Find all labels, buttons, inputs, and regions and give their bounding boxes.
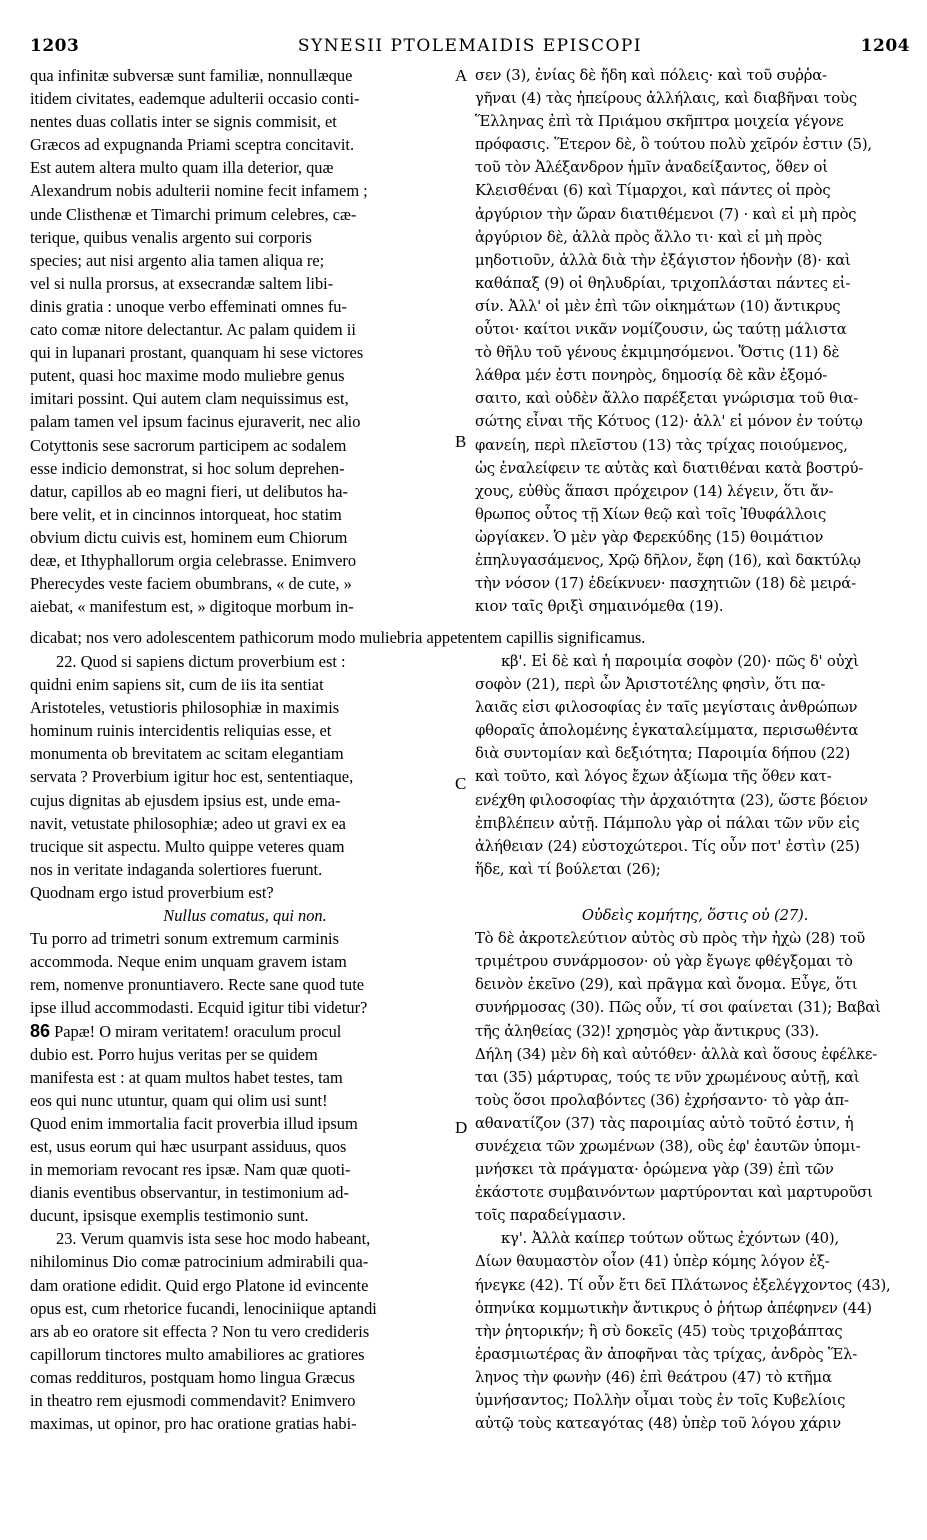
text-line: qui in lupanari prostant, quanquam hi sese victores [30, 343, 364, 363]
latin-column-bottom [30, 650, 460, 1435]
text-line: Οὐδεὶς κομήτης, ὅστις οὐ (27). [581, 907, 809, 925]
text-line: ἐπιβλέπειν αὐτῇ. Πάμπολυ γὰρ οἱ πάλαι τῶν νῦν εἰς [475, 814, 860, 832]
text-line: bere velit, et in cincinnos intorqueat, hoc statim [30, 504, 342, 524]
text-line: aiebat, « manifestum est, » digitoque morbum in- [30, 597, 354, 617]
text-line: μνήσκει τὰ πράγματα· ὁρώμενα γὰρ (39) ἐπὶ τῶν [475, 1161, 834, 1179]
text-line: ἑκάστοτε συμβαινόντων μαρτύρονται καὶ μαρτυροῦσι [475, 1184, 873, 1202]
text-line: Est autem altera multo quam illa deterior, quæ [30, 158, 334, 178]
text-line: Quod enim immortalia facit proverbia illud ipsum [30, 1113, 358, 1133]
text-line: ὡς ἐναλείφειν τε αὐτὰς καὶ διατιθέναι κατὰ βοστρύ- [475, 459, 864, 477]
text-line: τὴν ῥητορικήν; ἢ σὺ δοκεῖς (45) τοὺς τριχοβάπτας [475, 1322, 843, 1340]
text-line: Cotyttonis sese sacrorum participem ac sodalem [30, 435, 347, 455]
text-line: σεν (3), ἐνίας δὲ ἤδη καὶ πόλεις· καὶ τοῦ συῤῥα- [475, 67, 827, 84]
text-line: αθανατίζον (37) τὰς παροιμίας αὐτὸ τοῦτό ἐστιν, ἡ [475, 1114, 854, 1132]
text-line: Alexandrum nobis adulterii nomine fecit infamem ; [30, 181, 368, 201]
text-line: in theatro rem ejusmodi commendavit? Enimvero [30, 1391, 356, 1410]
text-line: φθοραῖς ἀπολομένης ἐγκαταλείμματα, περισωθέντα [475, 722, 859, 740]
text-line: accommoda. Neque enim unquam gravem istam [30, 952, 347, 972]
text-line: θρωπος οὗτος τῇ Χίων θεῷ καὶ τοῖς Ἰθυφάλλοις [475, 505, 827, 523]
latin-column-top [30, 64, 460, 618]
text-line: monumenta ob brevitatem ac scitam elegantiam [30, 744, 344, 764]
text-line: cato comæ nitore delectantur. Ac palam quidem ii [30, 320, 356, 340]
text-line [475, 881, 915, 904]
text-line: esse indicio demonstrat, si hoc solum deprehen- [30, 458, 345, 478]
text-line: δεινὸν ἐκεῖνο (29), καὶ πρᾶγμα καὶ ὄνομα. Εὖγε, ὅτι [475, 976, 858, 994]
text-line: διὰ συντομίαν καὶ δεξιότητα; Παροιμία δήπου (22) [475, 745, 851, 763]
text-line: palam tamen vel ipsum facinus ejuraverit, nec alio [30, 412, 361, 432]
text-line: ὑμνήσαντος; Πολλὴν οἶμαι τοὺς ἐν τοῖς Κυβελίοις [475, 1392, 846, 1409]
text-line: nihilominus Dio comæ patrocinium admirabili qua- [30, 1252, 369, 1272]
text-line: datur, capillos ab eo magni fieri, ut delibutos ha- [30, 481, 348, 501]
margin-letter-a: A [455, 66, 468, 85]
page-header [30, 36, 910, 66]
text-line: deæ, et Ithyphallorum orgia celebrasse. Enimvero [30, 550, 357, 570]
spanning-line: dicabat; nos vero adolescentem pathicorum modo muliebria appetentem capillis significamus. [30, 628, 646, 647]
text-line: λαιᾶς εἰσι φιλοσοφίας ἐν ταῖς μεγίσταις ἀνθρώπων [475, 699, 858, 717]
text-line: πρόφασις. Ἕτερον δὲ, ὃ τούτου πολὺ χεῖρόν ἐστιν (5), [475, 136, 872, 154]
text-line: in memoriam revocant res ipsæ. Nam quæ quoti- [30, 1160, 351, 1180]
text-line: Aristoteles, vetustioris philosophiæ in maximis [30, 698, 340, 718]
text-line: σώτης εἶναι τῆς Κότυος (12)· ἀλλ' εἰ μόνον ἐν τούτῳ [475, 413, 863, 431]
text-line: Græcos ad expugnanda Priami sceptra concitavit. [30, 135, 355, 155]
text-line: σαιτο, καὶ οὐδὲν ἄλλο παρέξεται γνώρισμα τοῦ θια- [475, 390, 859, 408]
text-line: dam oratione edidit. Quid ergo Platone id evincente [30, 1275, 369, 1295]
text-line: vel si nulla prorsus, at exsecrandæ saltem libi- [30, 273, 334, 293]
text-line: obvium dictu cuivis est, hominem eum Chiorum [30, 527, 348, 547]
text-line: Nullus comatus, qui non. [163, 906, 327, 926]
text-line: τριμέτρου συνάρμοσον· οὐ γὰρ ἔγωγε φθέγξομαι τὸ [475, 953, 853, 971]
text-line: imitari possint. Qui autem clam nequissimus est, [30, 389, 349, 409]
text-line: Δήλη (34) μὲν δὴ καὶ αὐτόθεν· ἀλλὰ καὶ ὅσους ἐφέλκε- [475, 1045, 878, 1063]
text-line: ται (35) μάρτυρας, τούς τε νῦν χρωμένους αὐτῇ, καὶ [475, 1068, 860, 1086]
text-line: καθάπαξ (9) οἱ θηλυδρίαι, τριχοπλάσται πάντες εἰ- [475, 274, 851, 292]
text-line: qua infinitæ subversæ sunt familiæ, nonnullæque [30, 66, 353, 85]
text-line: σίν. Ἀλλ' οἱ μὲν ἐπὶ τῶν οἰκημάτων (10) ἄντικρυς [475, 297, 841, 315]
text-line: σοφὸν (21), περὶ ὧν Ἀριστοτέλης φησὶν, ὅτι πα- [475, 676, 826, 694]
text-line: cujus dignitas ab ejusdem ipsius est, unde ema- [30, 790, 341, 810]
text-line: ducunt, ipsisque exemplis testimonio sunt. [30, 1206, 309, 1226]
text-line: eos qui nunc utuntur, quam qui olim usi sunt! [30, 1090, 328, 1110]
text-line: rem, nomenve pronuntiavero. Recte sane quod tute [30, 975, 365, 995]
text-line: nentes duas collatis inter se signis commisit, et [30, 112, 337, 132]
text-line: οὗτοι· καίτοι νικᾶν νομίζουσιν, ὡς ταύτῃ μάλιστα [475, 321, 847, 339]
text-line: trucique sit aspectu. Multo quippe veteres quam [30, 836, 345, 856]
text-line: ars ab eo oratore sit effecta ? Non tu vero credideris [30, 1321, 370, 1341]
text-line: dubio est. Porro hujus veritas per se quidem [30, 1044, 318, 1064]
text-line: capillorum tinctores multo amabiliores ac gratiores [30, 1344, 365, 1364]
text-line: ἥδε, καὶ τί βούλεται (26); [475, 860, 661, 878]
block-number: 86 [30, 1020, 51, 1041]
text-line: unde Clisthenæ et Timarchi primum celebres, cæ- [30, 204, 357, 224]
text-line: συνήρμοσας (30). Πῶς οὖν, τί σοι φαίνεται (31); Βαβαὶ [475, 999, 881, 1017]
margin-letter-b: B [455, 432, 467, 451]
text-line: χους, εὐθὺς ἅπασι πρόχειρον (14) λέγειν, ὅτι ἄν- [475, 482, 834, 500]
text-line: μηδοτιοῦν, ἀλλὰ διὰ τὴν ἐξάγιστον ἡδονὴν (8)· καὶ [475, 251, 851, 269]
text-line: Pherecydes veste faciem obumbrans, « de cute, » [30, 574, 352, 594]
text-line: ἐρασμιωτέρας ἂν ἀποφῆναι τὰς τρίχας, ἀνδρὸς Ἕλ- [475, 1345, 858, 1363]
text-line: 23. Verum quamvis ista sese hoc modo habeant, [56, 1229, 371, 1249]
text-line: τὸ θῆλυ τοῦ γένους ἐκμιμησόμενοι. Ὅστις (11) δὲ [475, 344, 840, 362]
text-line: Quodnam ergo istud proverbium est? [30, 882, 274, 902]
text-line: species; aut nisi argento alia tamen aliqua re; [30, 250, 325, 270]
text-line: τοὺς ὅσοι προλαβόντες (36) ἐχρήσαντο· τὸ γὰρ ἀπ- [475, 1091, 849, 1109]
text-line: κγ'. Ἀλλὰ καίπερ τούτων οὕτως ἐχόντων (40), [501, 1230, 839, 1248]
text-line: servata ? Proverbium igitur hoc est, sententiaque, [30, 767, 354, 787]
text-line: Tu porro ad trimetri sonum extremum carminis [30, 929, 339, 949]
text-line: dinis gratia : unoque verbo effeminati omnes fu- [30, 296, 347, 316]
text-line: αὐτῷ τοὺς κατεαγότας (48) ὑπὲρ τοῦ λόγου χάριν [475, 1415, 841, 1433]
text-line: καὶ τοῦτο, καὶ λόγος ἔχων ἀξίωμα τῆς ὅθεν κατ- [475, 768, 832, 786]
text-line: ἀλήθειαν (24) εὐστοχώτεροι. Τίς οὖν ποτ' ἐστὶν (25) [475, 837, 860, 855]
text-line: comas reddituros, postquam homo lingua Græcus [30, 1367, 356, 1387]
text-line: ήνεγκε (42). Τί οὖν ἔτι δεῖ Πλάτωνος ἐξελέγχοντος (43), [475, 1276, 891, 1294]
greek-column-bottom [475, 650, 915, 1435]
running-title: SYNESII PTOLEMAIDIS EPISCOPI [297, 36, 643, 56]
text-line: γῆναι (4) τὰς ἠπείρους ἀλλήλαις, καὶ διαβῆναι τοὺς [475, 90, 857, 108]
text-line: κιον ταῖς θριξὶ σημαινόμεθα (19). [475, 598, 724, 616]
text-line: τοῖς παραδείγμασιν. [475, 1207, 626, 1225]
text-line: est, usus eorum qui hæc usurpant assiduus, quos [30, 1136, 347, 1156]
text-line: dianis eventibus observantur, in testimonium ad- [30, 1183, 349, 1203]
text-line: ὁπηνίκα κομμωτικὴν ἄντικρυς ὁ ῥήτωρ ἀπέφηνεν (44) [475, 1299, 872, 1317]
text-line: terique, quibus venalis argento sui corporis [30, 227, 312, 247]
text-line: Τὸ δὲ ἀκροτελεύτιον αὐτὸς σὺ πρὸς τὴν ἠχὼ (28) τοῦ [475, 930, 866, 948]
text-line: Κλεισθέναι (6) καὶ Τίμαρχοι, καὶ πάντες οἱ πρὸς [475, 182, 831, 200]
text-line: ipse illud accommodasti. Ecquid igitur tibi videtur? [30, 998, 368, 1018]
text-line: ὠργίακεν. Ὁ μὲν γὰρ Φερεκύδης (15) θοιμάτιον [475, 528, 824, 546]
text-line: 22. Quod si sapiens dictum proverbium est : [56, 652, 346, 671]
text-line: κβ'. Εἰ δὲ καὶ ἡ παροιμία σοφὸν (20)· πῶς δ' οὐχὶ [501, 653, 859, 670]
text-line: opus est, cum rhetorice fucandi, lenociniique aptandi [30, 1298, 377, 1318]
text-line: itidem civitates, eademque adulterii occasio conti- [30, 89, 360, 109]
text-line: ενέχθη φιλοσοφίας τὴν ἀρχαιότητα (23), ὥστε βόειον [475, 791, 868, 809]
text-line: hominum ruinis intercidentis reliquias esse, et [30, 721, 332, 741]
text-line-content: Papæ! O miram veritatem! oraculum procul [50, 1021, 342, 1041]
text-line: quidni enim sapiens sit, cum de iis ita sentiat [30, 675, 324, 695]
left-page-number: 1203 [30, 36, 80, 56]
text-line: ληνος τὴν φωνὴν (46) ἐπὶ θεάτρου (47) τὸ κτῆμα [475, 1368, 832, 1386]
text-line: maximas, ut opinor, pro hac oratione gratias habi- [30, 1414, 357, 1434]
text-line: Ἕλληνας ἐπὶ τὰ Πριάμου σκῆπτρα μοιχεία γέγονε [475, 113, 844, 131]
margin-letter-d: D [455, 1118, 468, 1137]
text-line: συνέχεια τῶν χρωμένων (38), οὓς ἐφ' ἑαυτῶν ὑπομι- [475, 1137, 861, 1155]
margin-letter-c: C [455, 774, 467, 793]
text-line: ἐπηλυγασάμενος, Χρῷ δῆλον, ἔφη (16), καὶ δακτύλῳ [475, 551, 861, 569]
text-line [30, 1020, 460, 1043]
text-line: τοῦ τὸν Ἀλέξανδρον ἡμῖν ἀναδείξαντος, ὅθεν οἱ [475, 159, 828, 177]
greek-column-top [475, 64, 915, 618]
text-line: Δίων θαυμαστὸν οἷον (41) ὑπὲρ κόμης λόγον ἐξ- [475, 1253, 830, 1271]
text-line: ἀργύριον τὴν ὥραν διατιθέμενοι (7) · καὶ εἰ μὴ πρὸς [475, 205, 857, 223]
text-line: φανείη, περὶ πλεῖστου (13) τὰς τρίχας ποιούμενος, [475, 436, 848, 454]
text-line: τῆς ἀληθείας (32)! χρησμὸς γὰρ ἄντικρυς (33). [475, 1022, 820, 1040]
text-line: nos in veritate indaganda solertiores fuerunt. [30, 859, 323, 879]
text-line: ἀργύριον δὲ, ἀλλὰ πρὸς ἄλλο τι· καὶ εἰ μὴ πρὸς [475, 228, 822, 246]
text-line: λάθρα μέν ἐστι πονηρὸς, δημοσίᾳ δὲ κἂν ἐξομό- [475, 367, 828, 385]
text-line: putent, quasi hoc maxime modo muliebre genus [30, 366, 345, 386]
text-line: τὴν νόσον (17) ἐδείκνυεν· πασχητιῶν (18) δὲ μειρά- [475, 575, 856, 593]
text-line: navit, vetustate philosophiæ; adeo ut gravi ex ea [30, 813, 346, 833]
right-page-number: 1204 [860, 36, 910, 56]
text-line: manifesta est : at quam multos habet testes, tam [30, 1067, 343, 1087]
